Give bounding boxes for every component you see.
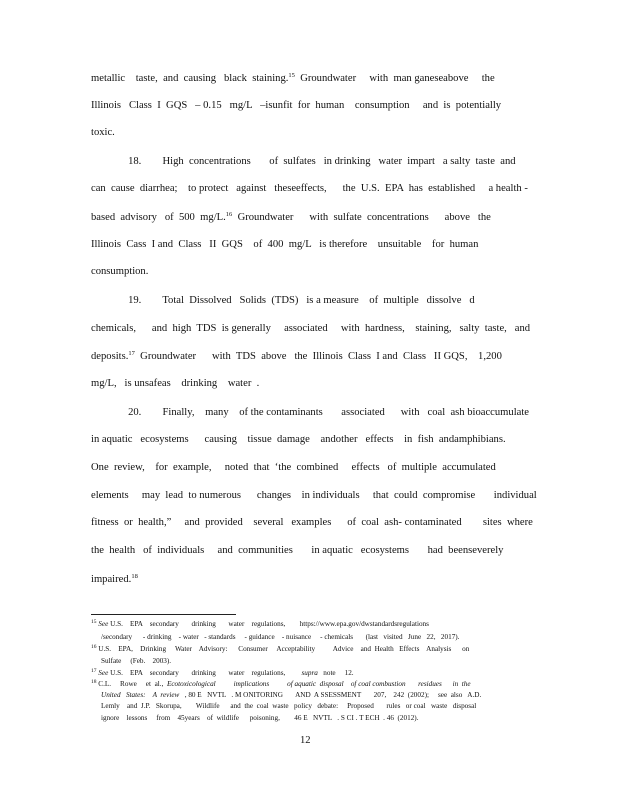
body-line-text: Illinois Class I GQS – 0.15 mg/L –isunfit for human consumption and is potentially (91, 100, 502, 111)
footnote-number: 18 (91, 679, 97, 685)
body-line (91, 101, 501, 112)
body-line (91, 408, 529, 419)
body-line-text: the health of individuals and communities in aquatic ecosystems had beenseverely (91, 545, 504, 556)
body-line (91, 351, 502, 363)
footnote-text: /secondary - drinking - water - standards - guidance - nuisance - chemicals (last visited June 22, 2017). (101, 633, 460, 641)
body-line (91, 240, 478, 251)
body-line-text: elements may lead to numerous changes in individuals that could compromise individual (91, 490, 537, 501)
body-line-text: 20. Finally, many of the contaminants associated with coal ash bioaccumulate (91, 407, 529, 418)
footnote-line (101, 715, 419, 722)
body-line-text: in aquatic ecosystems causing tissue damage andother effects in fish andamphibians. (91, 434, 506, 445)
footnote-number: 17 (91, 668, 97, 674)
footnote-text: ignore lessons from 45years of wildlife poisoning, 46 E NVTL . S CI . T ECH . 46 (2012). (101, 714, 419, 722)
body-line-text: mg/L, is unsafeas drinking water . (91, 378, 260, 389)
footnote-text: See (98, 620, 109, 628)
body-line (91, 128, 115, 139)
body-line-text: chemicals, and high TDS is generally associated with hardness, staining, salty taste, and (91, 323, 531, 334)
footnote-text: Ecotoxicological implications of aquatic disposal of coal combustion residues in the (166, 680, 471, 688)
footnote-reference: 15 (288, 72, 295, 79)
body-line-text: deposits. (91, 351, 129, 362)
body-line-text: Illinois Cass I and Class II GQS of 400 mg/L is therefore unsuitable for human (91, 239, 479, 250)
footnote-text: Lemly and J.P. Skorupa, Wildlife and the coal waste policy debate: Proposed rules or coal waste disposal (101, 702, 477, 710)
body-line (91, 324, 530, 335)
footnote-text: U.S. EPA, Drinking Water Advisory: Consumer Acceptability Advice and Health Effects Analysis on (98, 645, 470, 653)
footnote-number: 15 (91, 619, 97, 625)
footnote-line (91, 645, 469, 653)
footnote-text: United States: A review (101, 691, 180, 699)
footnote-text: C.L. Rowe et al., (98, 680, 167, 688)
body-line (91, 184, 528, 195)
body-line-text: based advisory of 500 mg/L. (91, 212, 226, 223)
footnote-line (101, 703, 476, 710)
footnote-text: , 80 E NVTL . M ONITORING AND A SSESSMENT 207, 242 (2002); see also A.D. (179, 691, 482, 699)
body-line-text: 19. Total Dissolved Solids (TDS) is a measure of multiple dissolve d (91, 295, 475, 306)
footnote-line (91, 669, 354, 677)
footnote-line (101, 634, 459, 641)
footnote-text: U.S. EPA secondary drinking water regulations, https://www.epa.gov/dwstandardsregulations (108, 620, 429, 628)
body-line (91, 379, 259, 390)
body-line (91, 267, 148, 278)
footnote-reference: 18 (131, 573, 138, 580)
page-number: 12 (300, 735, 311, 746)
footnote-reference: 17 (128, 350, 135, 357)
body-line (91, 546, 503, 557)
body-line (91, 296, 475, 307)
body-line-text: fitness or health,” and provided several examples of coal ash- contaminated sites where (91, 517, 533, 528)
body-line-text: 18. High concentrations of sulfates in drinking water impart a salty taste and (91, 156, 516, 167)
footnote-text: Sulfate (Feb. 2003). (101, 657, 172, 665)
body-line-text: Groundwater with TDS above the Illinois Class I and Class II GQS, 1,200 (134, 351, 502, 362)
body-line-text: One review, for example, noted that ‘the combined effects of multiple accumulated (91, 462, 496, 473)
footnote-line (91, 620, 429, 628)
body-line-text: consumption. (91, 266, 149, 277)
body-line (91, 212, 491, 224)
body-line (91, 491, 537, 502)
body-line (91, 463, 496, 474)
footnote-line (101, 658, 171, 665)
body-line (91, 574, 138, 586)
body-line (91, 435, 506, 446)
footnote-text: U.S. EPA secondary drinking water regulations, (108, 669, 302, 677)
footnote-rule (91, 614, 236, 615)
body-line (91, 157, 516, 168)
footnote-line (91, 680, 471, 688)
body-line-text: toxic. (91, 127, 115, 138)
footnote-text: note 12. (317, 669, 354, 677)
footnote-text: supra (301, 669, 318, 677)
body-line-text: impaired. (91, 574, 132, 585)
footnote-number: 16 (91, 644, 97, 650)
body-line-text: Groundwater with sulfate concentrations above the (232, 212, 491, 223)
footnote-reference: 16 (225, 211, 233, 218)
body-line (91, 518, 533, 529)
body-line (91, 73, 495, 85)
body-line-text: can cause diarrhea; to protect against theseeffects, the U.S. EPA has established a health - (91, 183, 528, 194)
footnote-text: See (98, 669, 109, 677)
footnote-line (101, 692, 481, 699)
body-line-text: metallic taste, and causing black staining. (91, 73, 289, 84)
body-line-text: Groundwater with man ganeseabove the (294, 73, 495, 84)
